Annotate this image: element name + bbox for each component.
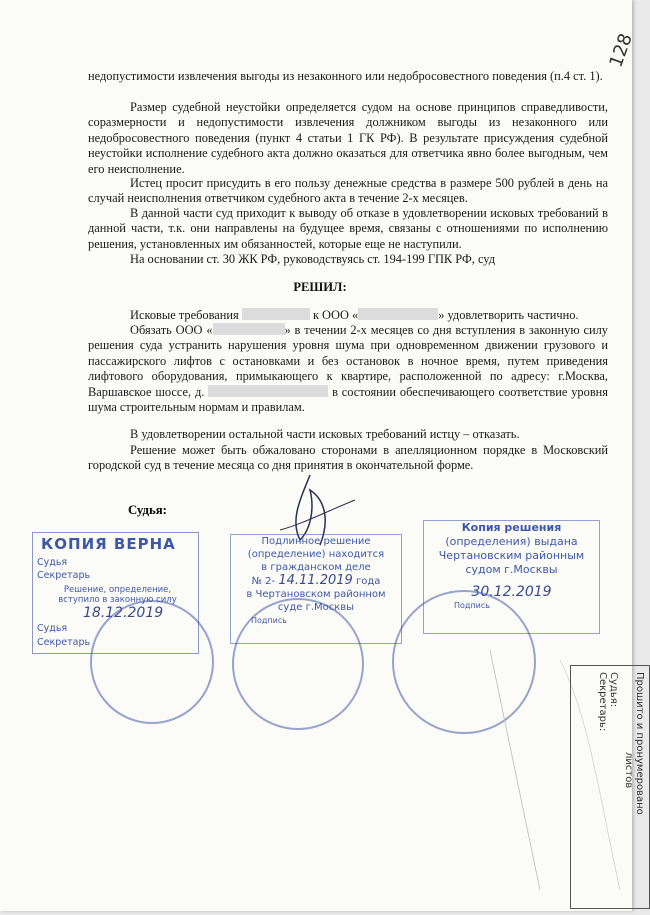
redacted-name (242, 308, 310, 320)
redacted-company (358, 308, 438, 320)
decision-1-part-c: » удовлетворить частично. (438, 308, 579, 322)
stitch-line2: листов (623, 752, 634, 789)
stamp-middle-sign: Подпись (251, 616, 287, 625)
stamp-middle-line2: (определение) находится (247, 549, 385, 560)
judge-label: Судья: (128, 503, 167, 517)
decision-2-part-a: Обязать ООО « (130, 323, 213, 337)
stamp-middle-line1: Подлинное решение (261, 536, 371, 547)
decision-item-2 (88, 323, 608, 415)
stamp-left-judge: Судья (37, 557, 68, 568)
stamp-middle-year: года (355, 576, 381, 587)
paragraph-legal-basis: На основании ст. 30 ЖК РФ, руководствуясь ст. 194-199 ГПК РФ, суд (130, 252, 496, 266)
round-seal-left (90, 600, 214, 724)
stamp-middle-date: 14.11.2019 (278, 573, 353, 588)
round-seal-middle (232, 598, 364, 730)
decision-1-part-a: Исковые требования (130, 308, 239, 322)
stamp-middle-line3: в гражданском деле (261, 562, 371, 573)
paragraph-neustoika-size: Размер судебной неустойки определяется судом на основе принципов справедливости, соразмерности и недопустимости извлечения должником выгоды из незаконного или недобросовестного поведения (пункт 4 статьи 1 ГК РФ). В результате присуждения судебной неустойки исполнение судебного акта должно оказаться для ответчика явно более выгодным, чем его неисполнение. (88, 100, 608, 176)
stamp-middle-case (231, 574, 401, 588)
stitching-stamp (560, 665, 650, 915)
stamp-left-status: Решение, определение, вступило в законную силу (58, 585, 177, 605)
redacted-company-2 (213, 323, 285, 335)
decision-item-3: В удовлетворении остальной части исковых требований истцу – отказать. (130, 427, 520, 441)
page-number: 128 (605, 30, 637, 71)
decision-heading: РЕШИЛ: (293, 280, 347, 294)
stitch-line1: Прошито и пронумеровано (634, 672, 645, 815)
stitch-judge: Судья: (608, 672, 619, 708)
decision-2-part-b: » в течении 2-х месяцев со дня вступления в законную силу решения суда устранить нарушения уровня шума при одновременном движении грузового и пассажирского лифтов с остановками и без остановок в ночное время, путем приведения лифтового оборудования, примыкающего к квартире, расположенной по адресу: г.Москва, Варшавское шоссе, д. (88, 323, 608, 399)
stamp-left-title: КОПИЯ ВЕРНА (41, 535, 176, 553)
stamp-right-line1: Копия решения (461, 521, 562, 534)
decision-2-part-c: в состоянии обеспечивающего соответствие уровня шума строительным нормам и правилам. (88, 384, 608, 415)
paragraph-refusal: В данной части суд приходит к выводу об отказе в удовлетворении исковых требований в данной части, т.к. они направлены на будущее время, связаны с отношениями по исполнению решения, установленных им обязанностей, которые еще не наступили. (88, 206, 608, 251)
decision-item-1 (88, 308, 608, 323)
decision-item-4: Решение может быть обжаловано сторонами в апелляционном порядке в Московский городской суд в течение месяца со дня принятия в окончательной форме. (88, 443, 608, 473)
paragraph-continuation: недопустимости извлечения выгоды из незаконного или недобросовестного поведения (п.4 ст. 1). (88, 69, 603, 83)
stamp-right-sign: Подпись (454, 601, 490, 610)
stamp-left-date: 18.12.2019 (83, 605, 164, 621)
decision-1-part-b: к ООО « (312, 308, 359, 322)
stamp-right-line4: судом г.Москвы (465, 563, 558, 576)
stamp-right-line2: (определения) выдана (445, 535, 578, 548)
stamp-left-secretary: Секретарь (37, 570, 91, 581)
stamp-right-date: 30.12.2019 (471, 584, 552, 600)
stitch-secretary: Секретарь: (597, 672, 608, 732)
stamp-middle-line5: суде г.Москвы (277, 602, 355, 613)
stamp-left-judge-2: Судья (37, 623, 68, 634)
stamp-left-secretary-2: Секретарь (37, 637, 91, 648)
stamp-middle-case-prefix: № 2- (251, 576, 276, 587)
paragraph-claim: Истец просит присудить в его пользу денежные средства в размере 500 рублей в день на случай неисполнения ответчиком судебного акта в течение 2-х месяцев. (88, 176, 608, 206)
stamp-middle-line4: в Чертановском районном (246, 589, 386, 600)
redacted-address (208, 385, 328, 397)
stamp-right-line3: Чертановским районным (438, 549, 585, 562)
